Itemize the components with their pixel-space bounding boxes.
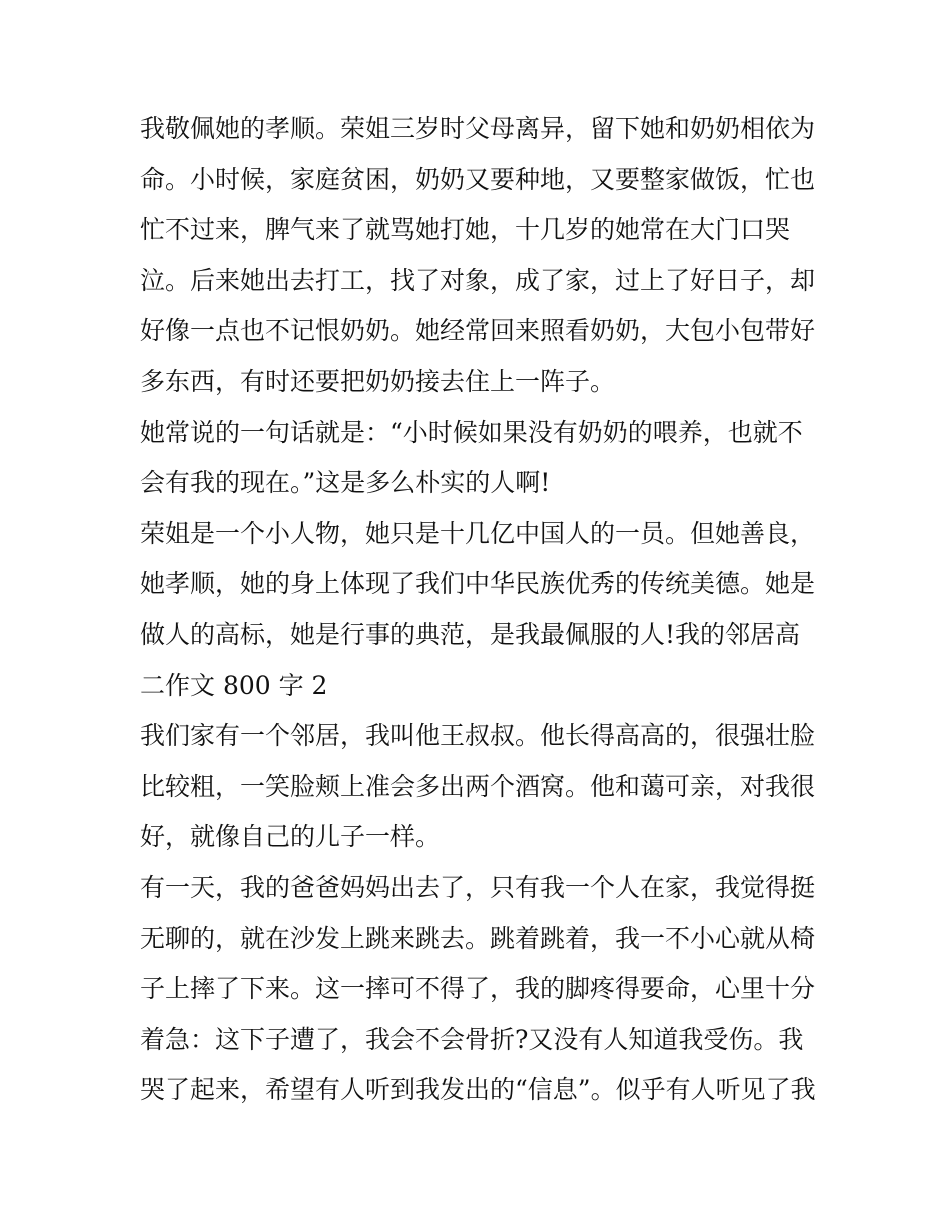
text-line: 多东西，有时还要把奶奶接去住上一阵子。	[140, 366, 616, 396]
essay-text	[140, 104, 820, 1116]
text-line: 好像一点也不记恨奶奶。她经常回来照看奶奶，大包小包带好	[140, 316, 816, 346]
text-line: 命。小时候，家庭贫困，奶奶又要种地，又要整家做饭，忙也	[140, 164, 816, 194]
text-line: 她孝顺，她的身上体现了我们中华民族优秀的传统美德。她是	[140, 569, 816, 599]
text-line: 她常说的一句话就是：“小时候如果没有奶奶的喂养，也就不	[140, 417, 803, 447]
text-line: 我敬佩她的孝顺。荣姐三岁时父母离异，留下她和奶奶相依为	[140, 114, 816, 143]
text-line: 泣。后来她出去打工，找了对象，成了家，过上了好日子，却	[140, 265, 816, 295]
text-line: 哭了起来，希望有人听到我发出的“信息”。似乎有人听见了我	[140, 1075, 816, 1105]
text-line: 好，就像自己的儿子一样。	[140, 822, 441, 852]
text-line: 子上摔了下来。这一摔可不得了，我的脚疼得要命，心里十分	[140, 974, 816, 1004]
text-line: 忙不过来，脾气来了就骂她打她，十几岁的她常在大门口哭	[140, 215, 791, 245]
text-line: 做人的高标，她是行事的典范，是我最佩服的人!我的邻居高	[140, 619, 801, 649]
text-line: 会有我的现在。”这是多么朴实的人啊!	[140, 468, 551, 498]
text-line: 荣姐是一个小人物，她只是十几亿中国人的一员。但她善良，	[140, 518, 816, 548]
section-heading-line: 二作文 800 字 2	[140, 670, 328, 700]
text-line: 有一天，我的爸爸妈妈出去了，只有我一个人在家，我觉得挺	[140, 872, 816, 902]
text-line: 无聊的，就在沙发上跳来跳去。跳着跳着，我一不小心就从椅	[140, 923, 816, 953]
text-line: 我们家有一个邻居，我叫他王叔叔。他长得高高的，很强壮脸	[140, 721, 816, 751]
text-line: 着急：这下子遭了，我会不会骨折?又没有人知道我受伤。我	[140, 1024, 804, 1054]
text-line: 比较粗，一笑脸颊上准会多出两个酒窝。他和蔼可亲，对我很	[140, 771, 816, 801]
